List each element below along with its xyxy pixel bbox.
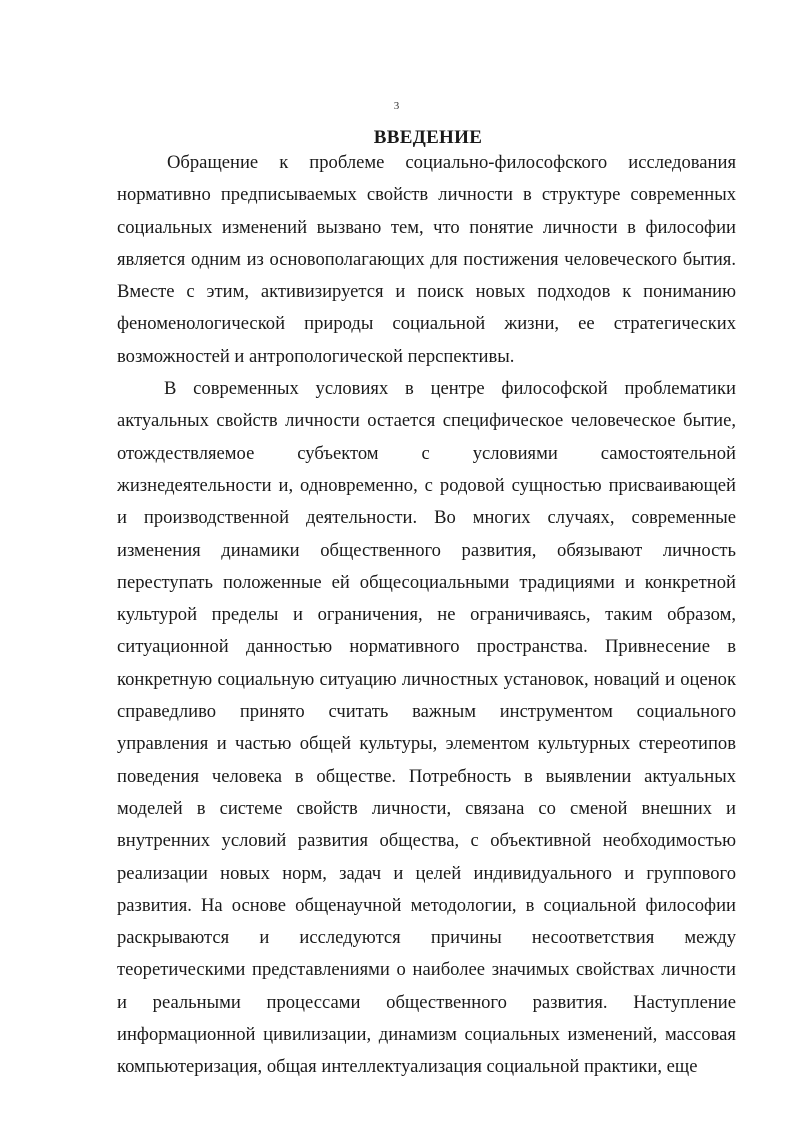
- page-number: 3: [393, 100, 400, 112]
- body-text: [117, 147, 736, 1084]
- paragraph: Обращение к проблеме социально-философского исследования нормативно предписываемых свойств личности в структуре современных социальных изменений вызвано тем, что понятие личности в философии является одним из основополагающих для постижения человеческого бытия. Вместе с этим, активизируется и поиск новых подходов к пониманию феноменологической природы социальной жизни, ее стратегических возможностей и антропологической перспективы.: [117, 152, 736, 367]
- paragraph: В современных условиях в центре философской проблематики актуальных свойств личности остается специфическое человеческое бытие, отождествляемое субъектом с условиями самостоятельной жизнедеятельности и, одновременно, с родовой сущностью присваивающей и производственной деятельности. Во многих случаях, современные изменения динамики общественного развития, обязывают личность переступать положенные ей общесоциальными традициями и конкретной культурой пределы и ограничения, не ограничиваясь, таким образом, ситуационной данностью нормативного пространства. Привнесение в конкретную социальную ситуацию личностных установок, новаций и оценок справедливо принято считать важным инструментом социального управления и частью общей культуры, элементом культурных стереотипов поведения человека в обществе. Потребность в выявлении актуальных моделей в системе свойств личности, связана со сменой внешних и внутренних условий развития общества, с объективной необходимостью реализации новых норм, задач и целей индивидуального и группового развития. На основе общенаучной методологии, в социальной философии раскрываются и исследуются причины несоответствия между теоретическими представлениями о наиболее значимых свойствах личности и реальными процессами общественного развития. Наступление информационной цивилизации, динамизм социальных изменений, массовая компьютеризация, общая интеллектуализация социальной практики, еще: [117, 378, 736, 1078]
- section-heading: ВВЕДЕНИЕ: [373, 127, 483, 148]
